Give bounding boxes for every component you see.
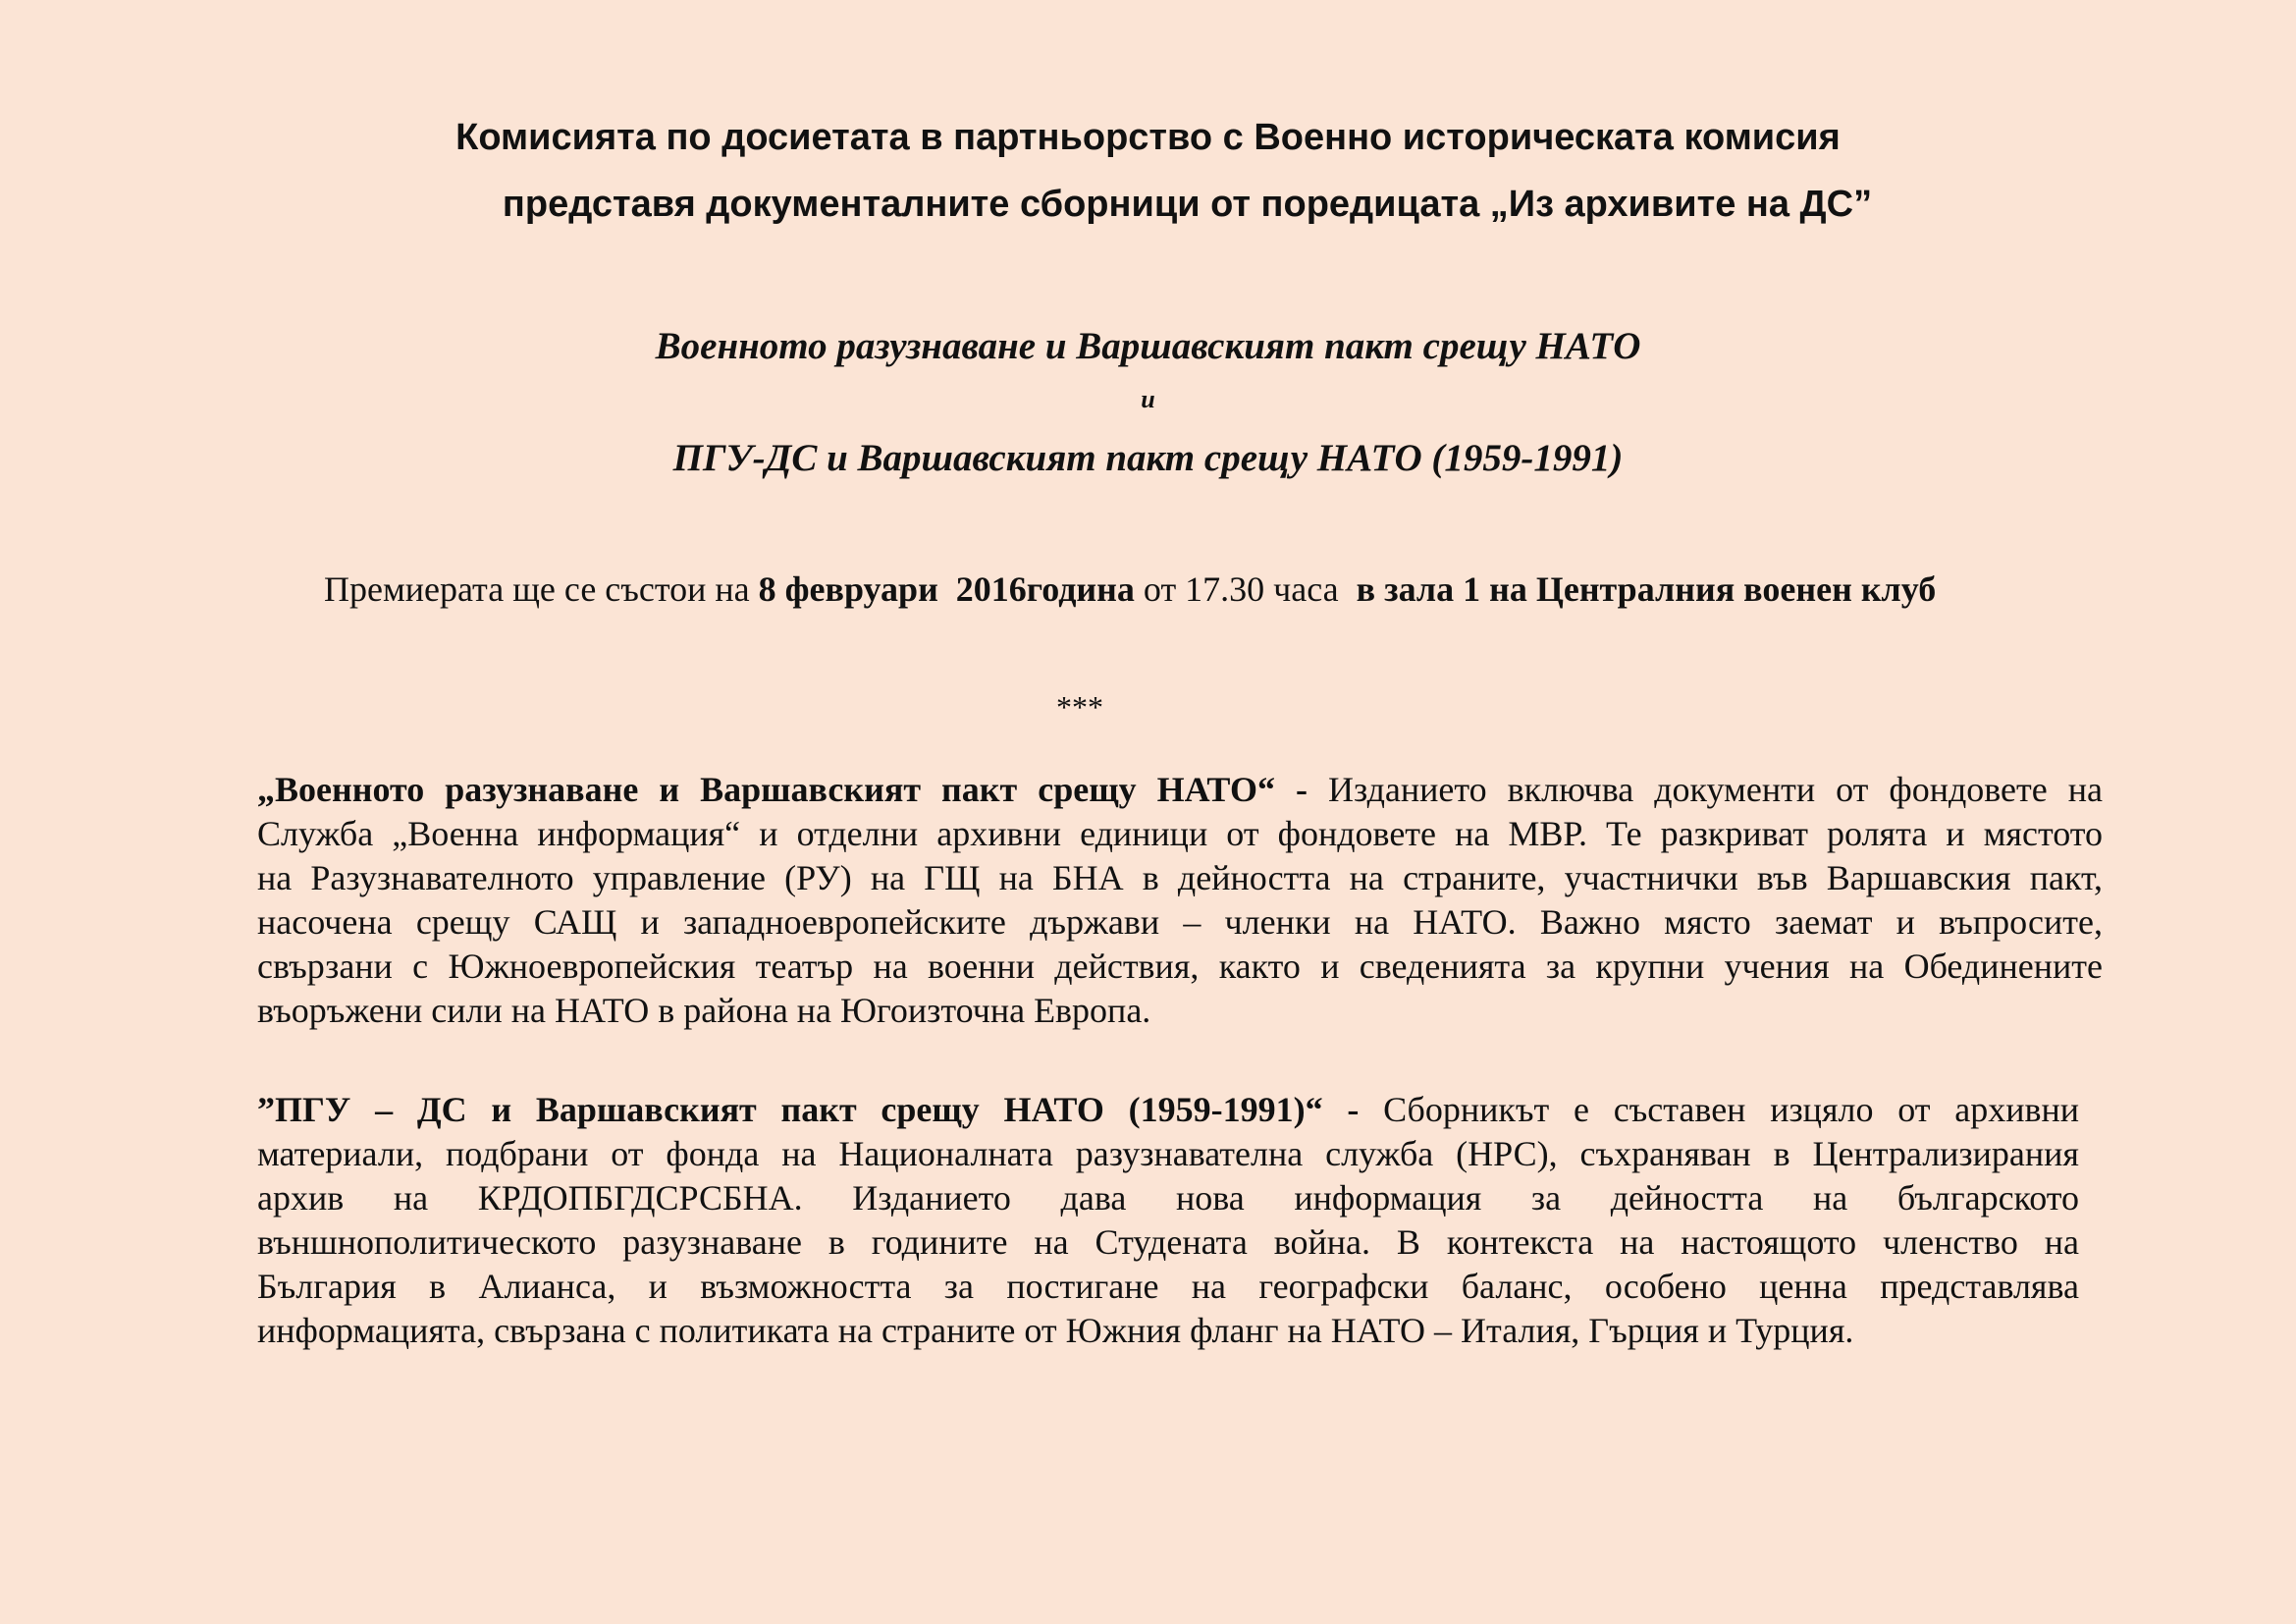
paragraph-lead-title: „Военното разузнаване и Варшавският пакт срещу НАТО“ - xyxy=(257,770,1308,809)
premiere-venue: в зала 1 на Централния военен клуб xyxy=(1356,569,1937,609)
description-paragraph-1 xyxy=(257,768,2103,1033)
header-partnership: в партньорство с Военно историческата комисия xyxy=(909,117,1841,158)
description-paragraph-2 xyxy=(257,1088,2079,1353)
paragraph-line: насочена срещу САЩ и западноевропейските държави – членки на НАТО. Важно място заемат и въпросите, xyxy=(257,902,2103,942)
premiere-text-2: от 17.30 часа xyxy=(1134,569,1357,609)
book-title-2: ПГУ-ДС и Варшавският пакт срещу НАТО (1959-1991) xyxy=(672,437,1624,479)
paragraph-line: Служба „Военна информация“ и отделни архивни единици от фондовете на МВР. Те разкриват ролята и мястото xyxy=(257,814,2103,853)
paragraph-line: архив на КРДОПБГДСРСБНА. Изданието дава нова информация за дейността на българското xyxy=(257,1178,2079,1218)
header-line-1 xyxy=(0,113,2296,162)
paragraph-line: „Военното разузнаване и Варшавският пакт срещу НАТО“ - Изданието включва документи от фондовете на xyxy=(257,770,2104,809)
paragraph-line: България в Алианса, и възможността за постигане на географски баланс, особено ценна представлява xyxy=(257,1267,2079,1306)
paragraph-line: свързани с Южноевропейския театър на военни действия, както и сведенията за крупни учения на Обединените xyxy=(257,947,2103,986)
premiere-text-1: Премиерата ще се състои на xyxy=(324,569,759,609)
title-conjunction: и xyxy=(1141,385,1155,413)
section-separator: *** xyxy=(1056,689,1103,725)
paragraph-line: на Разузнавателното управление (РУ) на ГЩ на БНА в дейността на страните, участнички във Варшавския пакт, xyxy=(257,858,2103,897)
premiere-announcement xyxy=(324,565,1936,614)
premiere-date: 8 февруари 2016година xyxy=(758,569,1135,609)
header-line-2: представя документалните сборници от поредицата „Из архивите на ДС” xyxy=(502,184,1873,225)
paragraph-line: материали, подбрани от фонда на Националната разузнавателна служба (НРС), съхраняван в Централизирания xyxy=(257,1134,2079,1173)
paragraph-line: въоръжени сили на НАТО в района на Югоизточна Европа. xyxy=(257,991,1151,1030)
header-organizer: Комисията по досиетата xyxy=(455,117,910,158)
paragraph-line: ”ПГУ – ДС и Варшавският пакт срещу НАТО (1959-1991)“ - Сборникът е съставен изцяло от архивни xyxy=(257,1090,2079,1129)
book-title-1: Военното разузнаване и Варшавският пакт срещу НАТО xyxy=(655,325,1641,367)
paragraph-line: информацията, свързана с политиката на страните от Южния фланг на НАТО – Италия, Гърция и Турция. xyxy=(257,1311,1854,1350)
paragraph-line: външнополитическото разузнаване в годините на Студената война. В контекста на настоящото членство на xyxy=(257,1222,2079,1262)
paragraph-lead-title: ”ПГУ – ДС и Варшавският пакт срещу НАТО (1959-1991)“ - xyxy=(257,1090,1360,1129)
